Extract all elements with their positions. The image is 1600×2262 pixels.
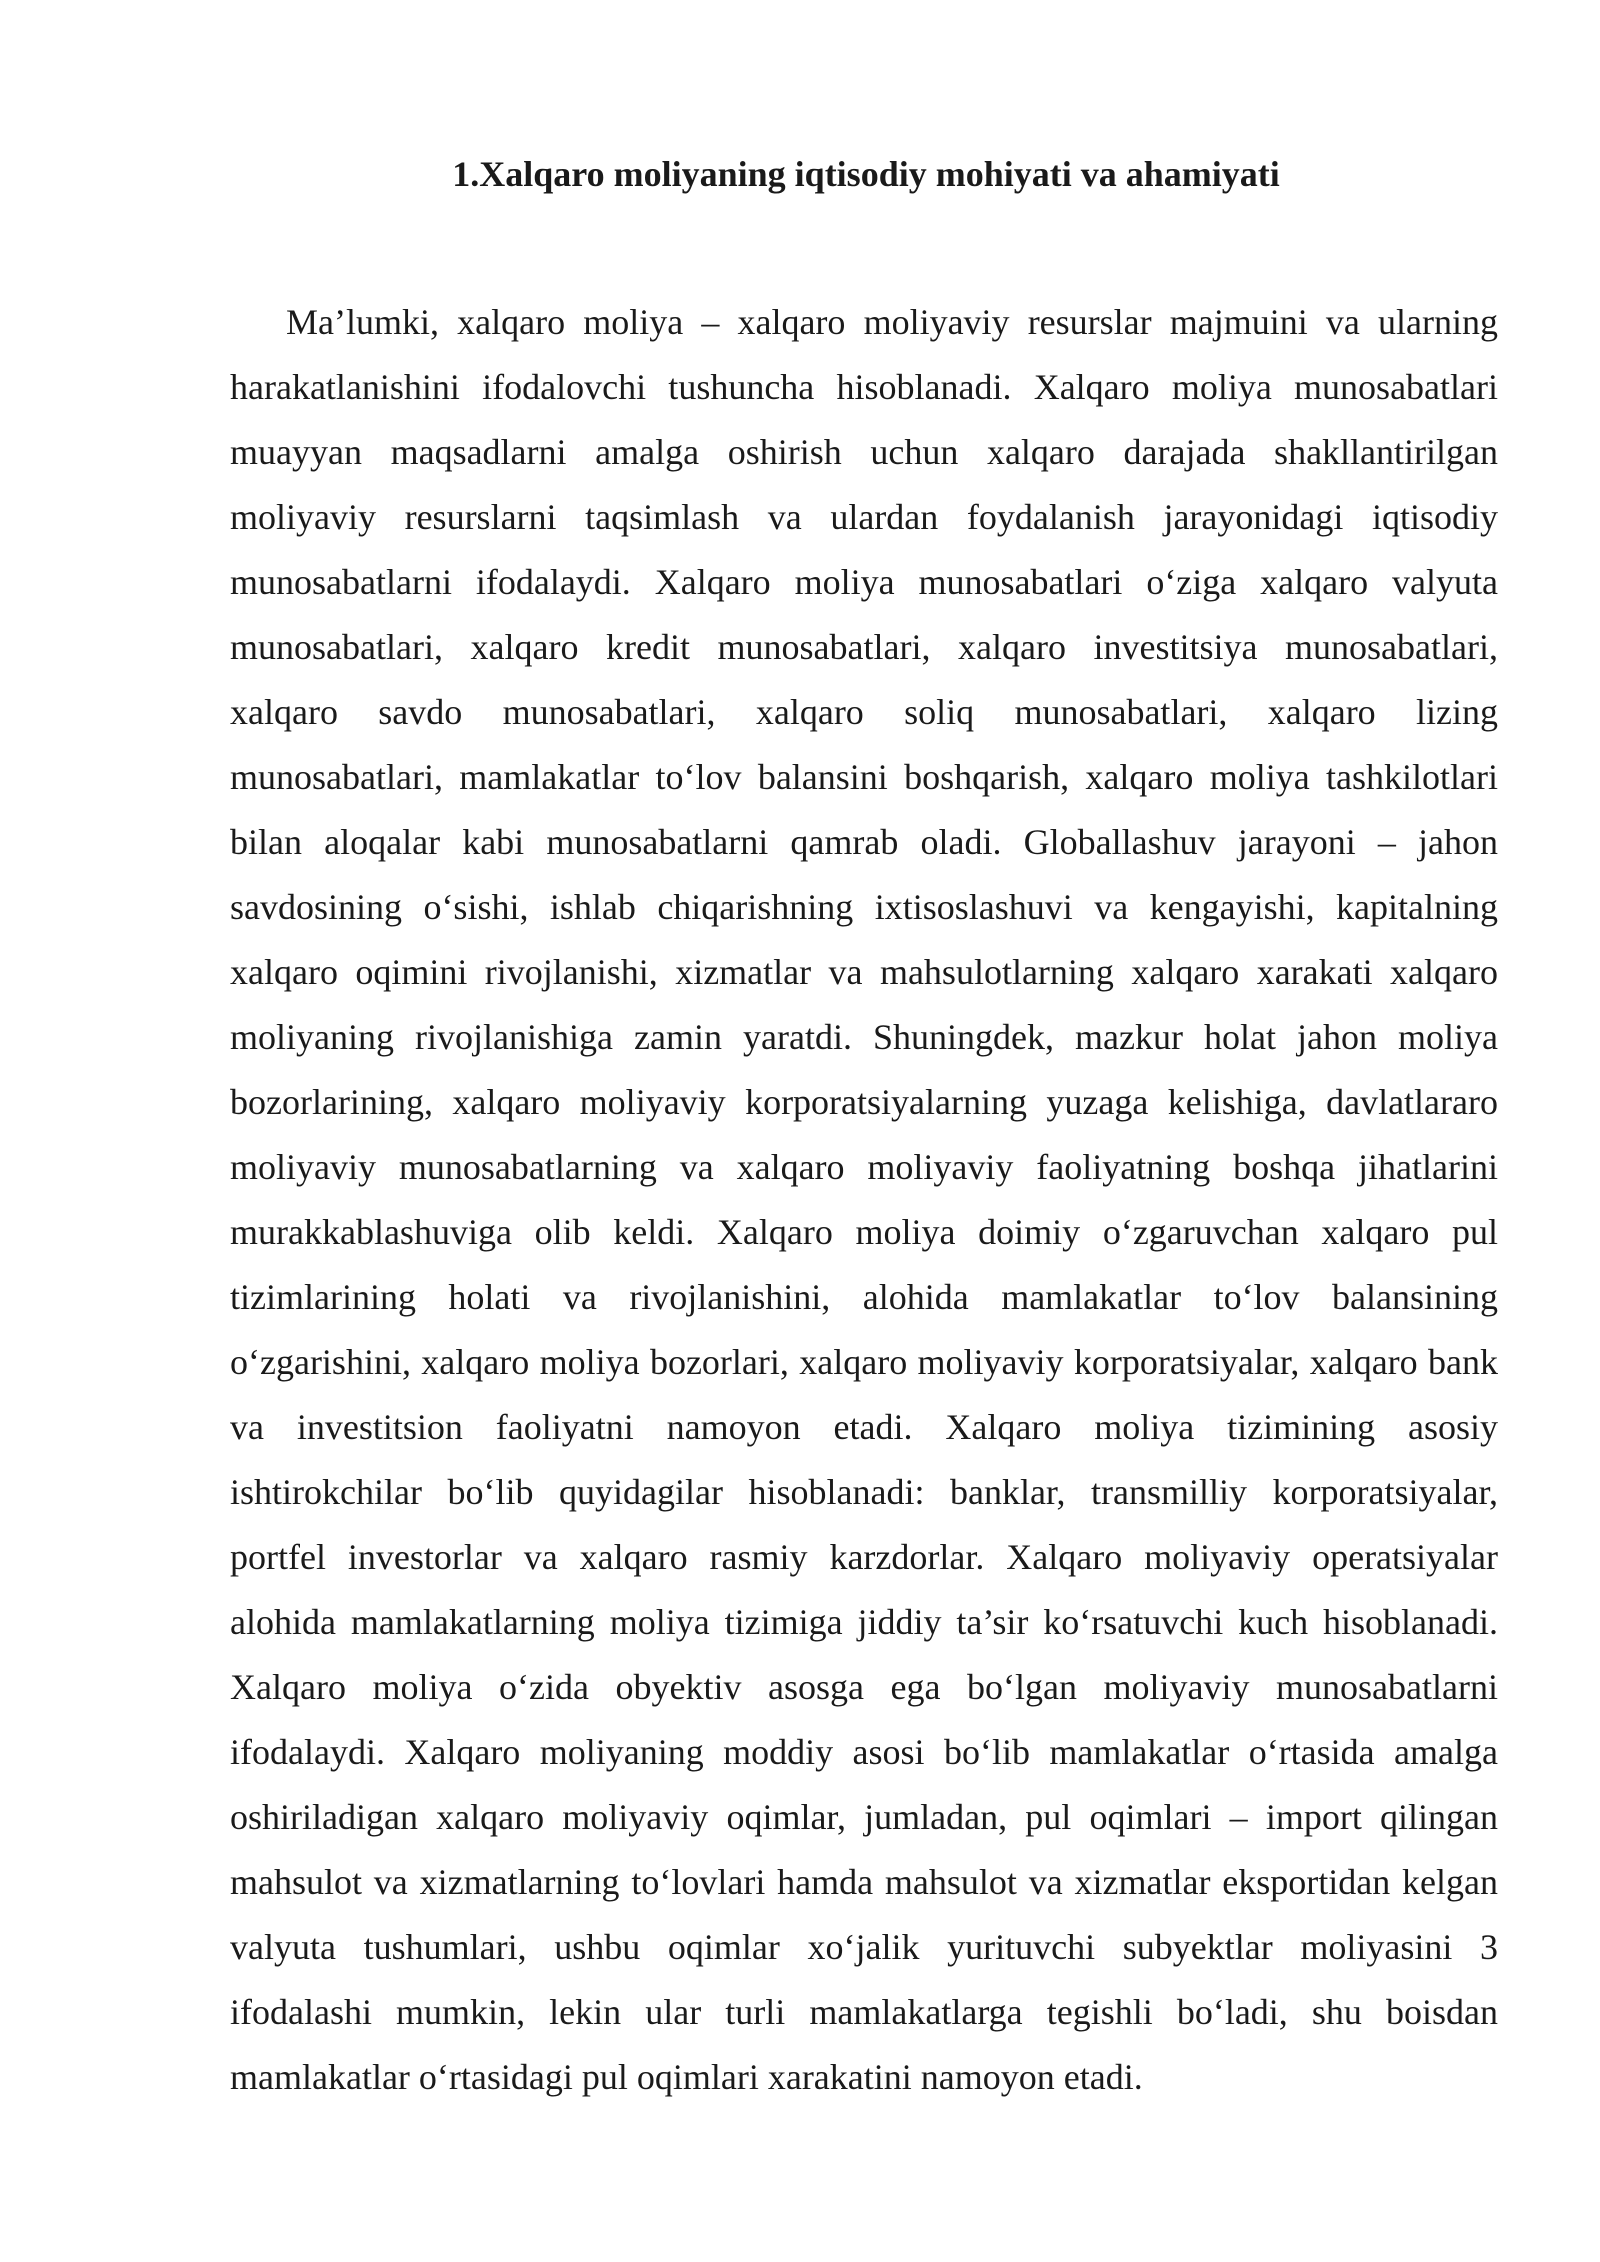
page-title: 1.Xalqaro moliyaning iqtisodiy mohiyati va ahamiyati xyxy=(452,154,1280,194)
body-paragraph: Ma’lumki, xalqaro moliya – xalqaro moliyaviy resurslar majmuini va ularning harakatlanishini ifodalovchi tushuncha hisoblanadi. Xalqaro moliya munosabatlari muayyan maqsadlarni amalga oshirish uchun xalqaro darajada shakllantirilgan moliyaviy resurslarni taqsimlash va ulardan foydalanish jarayonidagi iqtisodiy munosabatlarni ifodalaydi. Xalqaro moliya munosabatlari o‘ziga xalqaro valyuta munosabatlari, xalqaro kredit munosabatlari, xalqaro investitsiya munosabatlari, xalqaro savdo munosabatlari, xalqaro soliq munosabatlari, xalqaro lizing munosabatlari, mamlakatlar to‘lov balansini boshqarish, xalqaro moliya tashkilotlari bilan aloqalar kabi munosabatlarni qamrab oladi. Globallashuv jarayoni – jahon savdosining o‘sishi, ishlab chiqarishning ixtisoslashuvi va kengayishi, kapitalning xalqaro oqimini rivojlanishi, xizmatlar va mahsulotlarning xalqaro xarakati xalqaro moliyaning rivojlanishiga zamin yaratdi. Shuningdek, mazkur holat jahon moliya bozorlarining, xalqaro moliyaviy korporatsiyalarning yuzaga kelishiga, davlatlararo moliyaviy munosabatlarning va xalqaro moliyaviy faoliyatning boshqa jihatlarini murakkablashuviga olib keldi. Xalqaro moliya doimiy o‘zgaruvchan xalqaro pul tizimlarining holati va rivojlanishini, alohida mamlakatlar to‘lov balansining o‘zgarishini, xalqaro moliya bozorlari, xalqaro moliyaviy korporatsiyalar, xalqaro bank va investitsion faoliyatni namoyon etadi. Xalqaro moliya tizimining asosiy ishtirokchilar bo‘lib quyidagilar hisoblanadi: banklar, transmilliy korporatsiyalar, portfel investorlar va xalqaro rasmiy karzdorlar. Xalqaro moliyaviy operatsiyalar alohida mamlakatlarning moliya tizimiga jiddiy ta’sir ko‘rsatuvchi kuch hisoblanadi. Xalqaro moliya o‘zida obyektiv asosga ega bo‘lgan moliyaviy munosabatlarni ifodalaydi. Xalqaro moliyaning moddiy asosi bo‘lib mamlakatlar o‘rtasida amalga oshiriladigan xalqaro moliyaviy oqimlar, jumladan, pul oqimlari – import qilingan mahsulot va xizmatlarning to‘lovlari hamda mahsulot va xizmatlar eksportidan kelgan valyuta tushumlari, ushbu oqimlar xo‘jalik yurituvchi subyektlar moliyasini 3 ifodalashi mumkin, lekin ular turli mamlakatlarga tegishli bo‘ladi, shu boisdan mamlakatlar o‘rtasidagi pul oqimlari xarakatini namoyon etadi. xyxy=(230,302,1498,2097)
